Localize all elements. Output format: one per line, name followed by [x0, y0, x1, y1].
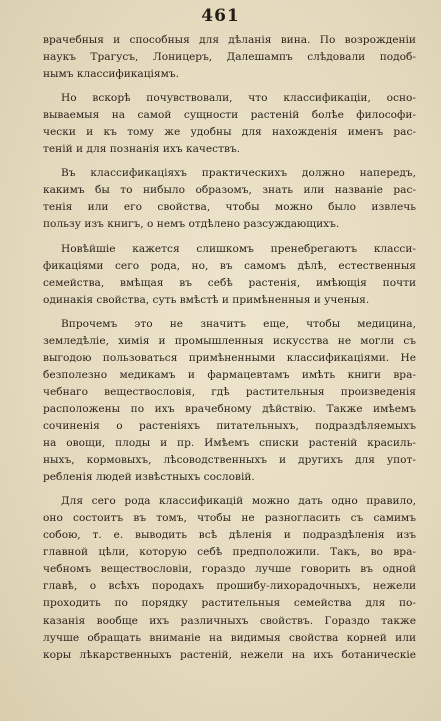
text-line: Для сего рода классификацій можно дать одно правило, — [61, 495, 416, 508]
text-line: ныхъ, кормовыхъ, лѣсоводственныхъ и другихъ для упот- — [43, 454, 416, 467]
text-line: чески и къ тому же удобны для нахожденія именъ рас- — [43, 126, 416, 139]
text-line: чебномъ веществословіи, гораздо лучше говорить въ одной — [43, 563, 416, 576]
text-line: собою, т. е. выводить всѣ дѣленія и подраздѣленія изъ — [43, 529, 416, 542]
text-line: пользу изъ книгъ, о немъ отдѣлено разсуждающихъ. — [43, 218, 340, 231]
text-line: Новѣйшіе кажется слишкомъ пренебрегаютъ класси- — [61, 242, 416, 255]
text-line: казанія вообще ихъ различныхъ свойствъ. Гораздо также — [43, 614, 416, 627]
paragraph-1 — [43, 32, 416, 83]
text-line: теній и для познанія ихъ качествъ. — [43, 143, 241, 156]
text-line: выгодою пользоваться примѣненными классификаціями. Не — [43, 351, 416, 364]
text-line: лучше обращать вниманіе на видимыя свойства корней или — [43, 631, 416, 644]
text-line: на овощи, плоды и пр. Имѣемъ списки растеній красиль- — [43, 437, 416, 450]
text-line: расположены по ихъ врачебному дѣйствію. Также имѣемъ — [43, 402, 416, 415]
text-line: главной цѣли, которую себѣ предположили. Такъ, во вра- — [43, 546, 416, 559]
text-line: вываемыя на самой сущности растеній болѣе философи- — [43, 109, 416, 122]
page-number: 461 — [201, 6, 240, 26]
text-line: наукъ Трагусъ, Лоницеръ, Далешампъ слѣдовали подоб- — [43, 51, 416, 64]
text-line: фикаціями сего рода, но, въ самомъ дѣлѣ, естественныя — [43, 259, 416, 272]
text-line: оно состоитъ въ томъ, чтобы не разногласить съ самимъ — [43, 512, 416, 525]
paragraph-5 — [43, 316, 416, 486]
paragraph-3 — [43, 165, 416, 233]
text-line: Впрочемъ это не значитъ еще, чтобы медицина, — [61, 317, 416, 330]
text-line: коры лѣкарственныхъ растеній, нежели на ихъ ботаническіе — [43, 648, 416, 661]
text-line: нымъ классификаціямъ. — [43, 68, 179, 81]
text-line: семейства, вмѣщая въ себѣ растенія, имѣющія почти — [43, 276, 416, 289]
text-line: врачебныя и способныя для дѣланія вина. По возрожденіи — [43, 34, 416, 46]
text-line: тенія или его свойства, чтобы можно было извлечь — [43, 201, 416, 214]
text-line: одинакія свойства, суть вмѣстѣ и примѣненныя и ученыя. — [43, 293, 370, 306]
paragraph-2 — [43, 90, 416, 158]
text-line: земледѣліе, химія и промышленныя искусства не могли съ — [43, 334, 416, 347]
text-line: Въ классификаціяхъ практическихъ должно напередъ, — [61, 167, 416, 180]
text-line: какимъ бы то нибыло образомъ, знать или названіе рас- — [43, 184, 416, 197]
paragraph-4 — [43, 241, 416, 309]
text-line: сочиненія о растеніяхъ питательныхъ, подраздѣляемыхъ — [43, 419, 416, 432]
text-line: чебнаго веществословія, гдѣ растительныя произведенія — [43, 385, 416, 398]
text-line: проходить по порядку растительныя семейства для по- — [43, 597, 416, 610]
text-line: безполезно медикамъ и фармацевтамъ имѣть книги вра- — [43, 368, 416, 381]
paragraph-6 — [43, 493, 416, 663]
body-text — [43, 32, 416, 664]
text-line: ребленія людей извѣстныхъ сословій. — [43, 471, 255, 484]
text-line: главѣ, о всѣхъ породахъ прошибу-лихорадочныхъ, нежели — [43, 580, 416, 593]
text-line: Но вскорѣ почувствовали, что классификаціи, осно- — [61, 92, 416, 105]
